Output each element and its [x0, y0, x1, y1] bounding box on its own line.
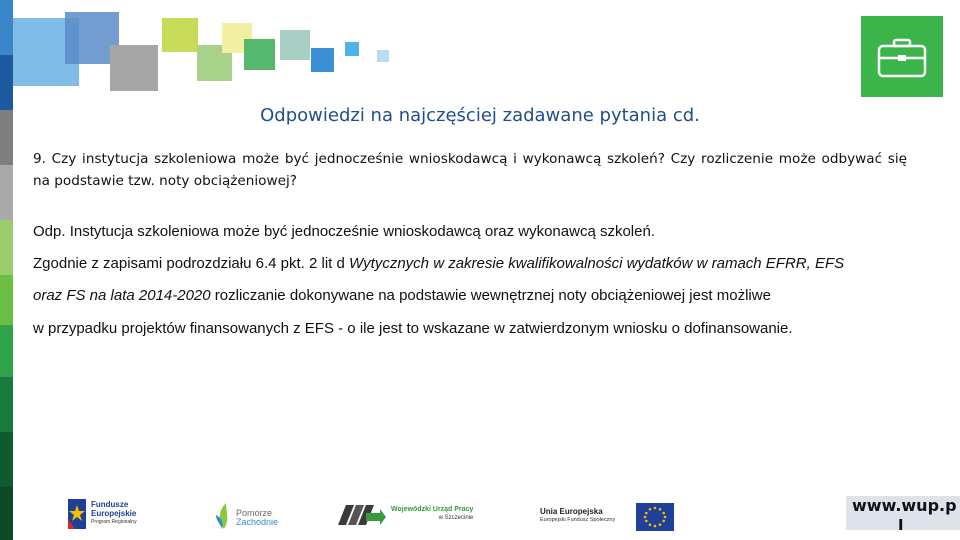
- logo-wup-szczecin: [336, 497, 481, 533]
- logo1-line1: Fundusze: [91, 500, 129, 509]
- wup-books-icon: [336, 499, 386, 531]
- url-text: www.wup.p: [852, 496, 957, 515]
- paragraph-italic1: Wytycznych w zakresie kwalifikowalności wydatków w ramach EFRR, EFS: [349, 255, 845, 272]
- logo1-line3: Program Regionalny: [91, 519, 137, 525]
- fe-star-icon: [66, 497, 88, 531]
- logo3-line2: w Szczecinie: [438, 515, 474, 521]
- paragraph-part2: rozliczanie dokonywane na podstawie wewnętrznej noty obciążeniowej jest możliwe: [210, 287, 771, 304]
- logo1-line2: Europejskie: [91, 509, 137, 518]
- logo2-line1: Pomorze: [236, 508, 273, 518]
- paragraph-line-3: w przypadku projektów finansowanych z EFS - o ile jest to wskazane w zatwierdzonym wniosku o dofinansowanie.: [33, 320, 793, 337]
- logo4-line2: Europejski Fundusz Społeczny: [540, 517, 616, 523]
- paragraph-italic2: oraz FS na lata 2014-2020: [33, 287, 211, 304]
- answer-line: [33, 221, 907, 243]
- briefcase-icon: [861, 16, 943, 97]
- logo2-line2: Zachodnie: [236, 517, 279, 527]
- logo4-line1: Unia Europejska: [540, 507, 603, 516]
- paragraph-line-1: [33, 253, 907, 275]
- logo-unia-europejska: [540, 497, 675, 533]
- paragraph-line-2: [33, 285, 907, 307]
- eu-flag-icon: [636, 503, 674, 531]
- logo-pomorze-zachodnie: [214, 497, 284, 533]
- pomorze-leaf-icon: [214, 499, 234, 531]
- answer-text: Instytucja szkoleniowa może być jednocześnie wnioskodawcą oraz wykonawcą szkoleń.: [65, 223, 655, 240]
- logo-fundusze-europejskie: [66, 497, 156, 533]
- question-text: 9. Czy instytucja szkoleniowa może być jednocześnie wnioskodawcą i wykonawcą szkoleń? Czy rozliczenie może odbywać się na podstawie tzw. noty obciążeniowej?: [33, 151, 907, 189]
- page-title: Odpowiedzi na najczęściej zadawane pytania cd.: [260, 105, 700, 126]
- logo3-line1: Wojewódzki Urząd Pracy: [391, 506, 474, 513]
- website-url[interactable]: [846, 496, 960, 530]
- answer-prefix: Odp.: [33, 223, 66, 240]
- category-badge: [861, 16, 943, 97]
- url-text-cont: l: [898, 516, 904, 530]
- paragraph-part1: Zgodnie z zapisami podrozdziału 6.4 pkt. 2 lit d: [33, 255, 350, 272]
